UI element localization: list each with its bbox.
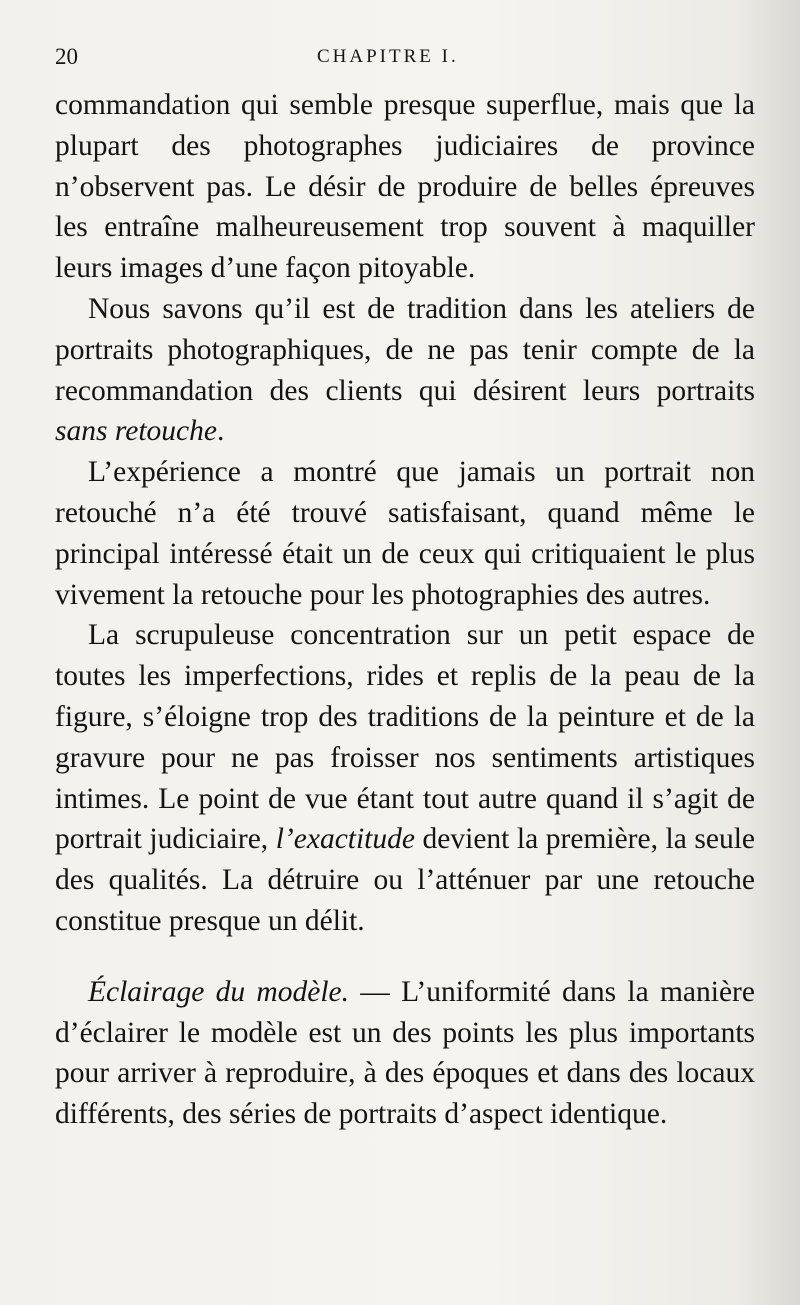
italic-phrase: l’exactitude bbox=[275, 823, 415, 856]
italic-phrase: sans retouche bbox=[55, 415, 217, 448]
paragraph-tradition bbox=[55, 289, 755, 452]
paragraph-concentration bbox=[55, 615, 755, 941]
paragraph-end: devient la première, la seule des qualités. La détruire ou l’atténuer par une retouche constitue presque un délit. bbox=[55, 823, 756, 937]
paragraph-experience: L’expérience a montré que jamais un portrait non retouché n’a été trouvé satisfaisant, quand même le principal intéressé était un de ceux qui critiquaient le plus vivement la retouche pour les photographies des autres. bbox=[55, 456, 755, 611]
running-head: CHAPITRE I. bbox=[317, 46, 459, 67]
paragraph-continued: commandation qui semble presque superflue, mais que la plupart des photographes judiciaires de province n’observent pas. Le désir de produire de belles épreuves les entraîne malheureusement trop souvent à maquiller leurs images d’une façon pitoyable. bbox=[55, 89, 755, 285]
page-header bbox=[55, 42, 752, 72]
page-number: 20 bbox=[55, 44, 78, 69]
body-text bbox=[55, 85, 755, 1135]
section-lighting bbox=[55, 972, 755, 1135]
paragraph-text: Nous savons qu’il est de tradition dans les ateliers de portraits photographiques, de ne pas tenir compte de la recommandation des clients qui désirent leurs portraits bbox=[55, 292, 755, 407]
paragraph-text: La scrupuleuse concentration sur un petit espace de toutes les imperfections, rides et replis de la peau de la figure, s’éloigne trop des traditions de la peinture et de la gravure pour ne pas froisser nos sentiments artistiques intimes. Le point de vue étant tout autre quand il s’agit de portrait judiciaire, bbox=[55, 619, 755, 856]
section-heading: Éclairage du modèle. bbox=[88, 975, 349, 1008]
section-text: — L’uniformité dans la manière d’éclairer le modèle est un des points les plus importants pour arriver à reproduire, à des époques et dans des locaux différents, des séries de portraits d’aspect identique. bbox=[55, 975, 755, 1131]
paragraph-end: . bbox=[216, 415, 225, 448]
